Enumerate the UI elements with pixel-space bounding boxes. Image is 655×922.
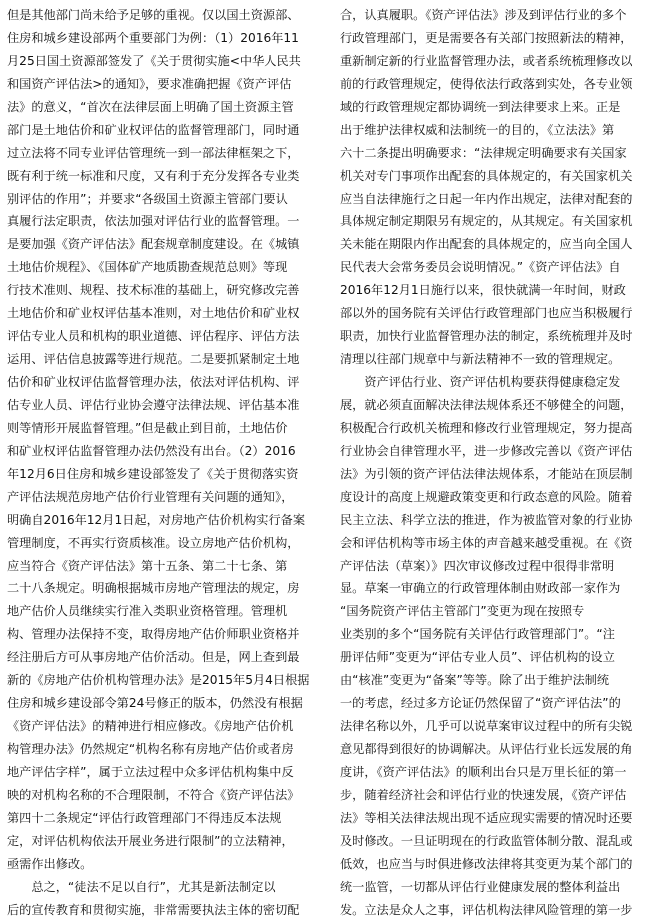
- right-column-text-line: 职责，加快行业监督管理办法的制定，系统梳理并及时: [340, 329, 633, 344]
- right-column-text-line: 前的行政管理规定，使得依法行政落到实处，各专业领: [340, 76, 633, 91]
- left-column-text-line: 住房和城乡建设部令第24号修正的版本，仍然没有根据: [7, 696, 303, 711]
- left-column-text-line: 行技术准则、规程、技术标准的基础上，研究修改完善: [7, 283, 300, 298]
- left-column-text-line: 真履行法定职责，依法加强对评估行业的监督管理。一: [7, 214, 300, 229]
- left-column-text-line: 二十八条规定。明确根据城市房地产管理法的规定，房: [7, 581, 300, 596]
- right-column-text-line: 民主立法、科学立法的推进，作为被监管对象的行业协: [340, 512, 633, 527]
- right-column-text-line: 法》等相关法律法规出现不适应现实需要的情况时还要: [340, 810, 633, 825]
- left-column-text-line: 地产评估字样”，属于立法过程中众多评估机构集中反: [7, 764, 294, 779]
- left-column-text-line: 和国资产评估法>的通知》，要求准确把握《资产评估: [7, 76, 292, 91]
- right-text-column: [340, 4, 646, 917]
- left-column-text-line: 估价和矿业权评估监督管理办法，依法对评估机构、评: [7, 375, 300, 389]
- right-column-text-line: 清理以往部门规章中与新法精神不一致的管理规定。: [340, 352, 621, 367]
- right-column-text-line: 部以外的国务院有关评估行政管理部门也应当积极履行: [340, 306, 633, 321]
- left-column-text-line: 别评估的作用”；并要求“各级国土资源主管部门要认: [7, 191, 288, 206]
- right-column-text-line: 2016年12月1日施行以来，很快就满一年时间，财政: [340, 283, 626, 298]
- right-column-text-line: 步，随着经济社会和评估行业的快速发展，《资产评估: [340, 787, 627, 802]
- right-column-text-line: 一的考虑，经过多方论证仍然保留了“资产评估法”的: [340, 696, 621, 711]
- left-column-text-line: 明确自2016年12月1日起，对房地产估价机构实行备案: [7, 512, 306, 527]
- left-column-text-line: 映的对机构名称的不合理限制，不符合《资产评估法》: [7, 787, 300, 802]
- right-column-text-line: 法律名称以外，几乎可以说草案审议过程中的所有尖锐: [340, 719, 633, 734]
- right-column-text-line: 意见都得到很好的协调解决。从评估行业长远发展的角: [340, 742, 633, 756]
- right-column-text-line: 积极配合行政机关梳理和修改行业管理规定，努力提高: [340, 420, 633, 435]
- right-column-text-line: 合，认真履职。《资产评估法》涉及到评估行业的多个: [340, 8, 627, 22]
- right-column-text-line: 行业协会自律管理水平，进一步修改完善以《资产评估: [340, 443, 633, 458]
- right-column-text-line: 度讲，《资产评估法》的顺利出台只是万里长征的第一: [340, 764, 627, 779]
- left-column-text-line: 则等情形开展监督管理。”但是截止到目前，土地估价: [7, 420, 288, 435]
- right-column-text-line: 显。草案一审确立的行政管理体制由财政部一家作为: [340, 581, 621, 596]
- right-column-text-line: 行政管理部门，更是需要各有关部门按照新法的精神，: [340, 30, 633, 45]
- left-column-text-line: 构管理办法》仍然规定“机构名称有房地产估价或者房: [7, 742, 294, 756]
- left-column-text-line: 估专业人员、评估行业协会遵守法律法规、评估基本准: [7, 397, 300, 412]
- left-column-text-line: 既有利于统一标准和尺度，又有利于充分发挥各专业类: [7, 168, 300, 183]
- left-column-text-line: 年12月6日住房和城乡建设部签发了《关于贯彻落实资: [7, 466, 299, 481]
- right-column-text-line: 展，就必须直面解决法律法规体系还不够健全的问题，: [340, 397, 633, 412]
- right-column-text-line: 低效，也应当与时俱进修改法律将其变更为某个部门的: [340, 856, 633, 871]
- right-column-text-line: 会和评估机构等市场主体的声音越来越受重视。在《资: [340, 535, 633, 550]
- left-column-text-line: 亟需作出修改。: [7, 856, 93, 871]
- right-column-text-line: 应当自法律施行之日起一年内作出规定，法律对配套的: [340, 191, 633, 206]
- right-column-text-line: 关未能在期限内作出配套的具体规定的，应当向全国人: [340, 237, 633, 252]
- right-column-text-line: 度设计的高度上规避政策变更和行政态意的风险。随着: [340, 489, 633, 504]
- right-column-text-line: 发。立法是众人之事，评估机构法律风险管理的第一步: [340, 902, 633, 917]
- left-column-text-line: 经注册后方可从事房地产估价活动。但是，网上查到最: [7, 650, 300, 665]
- left-column-text-line: 构、管理办法保持不变，取得房地产估价师职业资格并: [7, 627, 300, 642]
- right-column-text-line: 域的行政管理规定都协调统一到法律要求上来。正是: [340, 99, 621, 114]
- right-column-text-line: 重新制定新的行业监督管理办法，或者系统梳理修改以: [340, 53, 633, 68]
- right-column-text-line: 具体规定制定期限另有规定的，从其规定。有关国家机: [340, 214, 633, 229]
- left-column-text-line: 《资产评估法》的精神进行相应修改。《房地产估价机: [7, 719, 294, 734]
- left-column-text-line: 和矿业权评估监督管理办法仍然没有出台。（2）2016: [7, 443, 296, 458]
- right-column-text-line: 民代表大会常务委员会说明情况。”《资产评估法》自: [340, 260, 621, 275]
- left-column-text-line: 定，对评估机构依法开展业务进行限制”的立法精神，: [7, 833, 294, 848]
- right-column-text-line: 统一监管，一切都从评估行业健康发展的整体利益出: [340, 879, 621, 894]
- right-column-text-line: 业类别的多个“国务院有关评估行政管理部门”。“注: [340, 627, 615, 642]
- right-column-text-line: 法》为引领的资产评估法律法规体系，才能站在顶层制: [340, 466, 633, 481]
- right-column-text-line: 及时修改。一旦证明现在的行政监管体制分散、混乱或: [340, 833, 633, 848]
- right-column-text-line: 产评估法（草案）》四次审议修改过程中很得非常明: [340, 558, 615, 573]
- right-column-text-line: 机关对专门事项作出配套的具体规定的，有关国家机关: [340, 168, 633, 183]
- right-column-text-line: 由“核准”变更为“备案”等等。除了出于维护法制统: [340, 673, 610, 688]
- left-column-text-line: 土地估价和矿业权评估基本准则，对土地估价和矿业权: [7, 306, 300, 321]
- right-column-text-line: 资产评估行业、资产评估机构要获得健康稳定发: [340, 375, 621, 389]
- left-column-text-line: 住房和城乡建设部两个重要部门为例：（1）2016年11: [7, 30, 299, 45]
- left-column-text-line: 管理制度，不再实行资质核准。设立房地产估价机构，: [7, 535, 300, 550]
- left-column-text-line: 过立法将不同专业评估管理统一到一部法律框架之下，: [7, 145, 300, 160]
- left-column-text-line: 新的《房地产估价机构管理办法》是2015年5月4日根据: [7, 673, 310, 688]
- left-column-text-line: 应当符合《资产评估法》第十五条、第二十七条、第: [7, 558, 288, 573]
- left-column-text-line: 总之，“徒法不足以自行”，尤其是新法制定以: [7, 879, 276, 894]
- right-column-text-line: “国务院资产评估主管部门”变更为现在按照专: [340, 604, 585, 619]
- left-column-text-line: 产评估法规范房地产估价行业管理有关问题的通知》，: [7, 489, 294, 504]
- left-column-text-line: 但是其他部门尚未给予足够的重视。仅以国土资源部、: [7, 8, 300, 22]
- right-column-text-line: 出于维护法律权威和法制统一的目的，《立法法》第: [340, 122, 615, 137]
- left-column-text-line: 后的宣传教育和贯彻实施，非常需要执法主体的密切配: [7, 902, 300, 917]
- left-column-text-line: 是要加强《资产评估法》配套规章制度建设。在《城镇: [7, 237, 300, 252]
- left-column-text-line: 月25日国土资源部签发了《关于贯彻实施<中华人民共: [7, 53, 301, 68]
- right-column-text-line: 六十二条提出明确要求：“法律规定明确要求有关国家: [340, 145, 627, 160]
- left-column-text-line: 第四十二条规定“评估行政管理部门不得违反本法规: [7, 810, 282, 825]
- left-column-text-line: 运用、评估信息披露等进行规范。二是要抓紧制定土地: [7, 352, 300, 367]
- left-column-text-line: 评估专业人员和机构的职业道德、评估程序、评估方法: [7, 329, 300, 344]
- left-column-text-line: 地产估价人员继续实行准入类职业资格管理。管理机: [7, 604, 288, 619]
- left-text-column: [7, 4, 313, 917]
- left-column-text-line: 法》的意义，“首次在法律层面上明确了国土资源主管: [7, 99, 294, 114]
- left-column-text-line: 土地估价规程》、《国体矿产地质勘查规范总则》等现: [7, 260, 288, 275]
- left-column-text-line: 部门是土地估价和矿业权评估的监督管理部门，同时通: [7, 122, 300, 137]
- right-column-text-line: 册评估师”变更为“评估专业人员”、评估机构的设立: [340, 650, 615, 665]
